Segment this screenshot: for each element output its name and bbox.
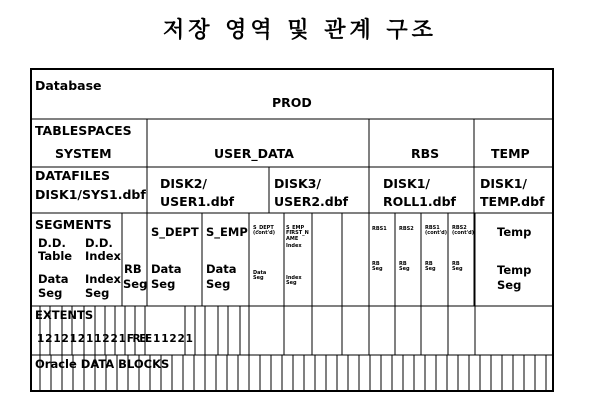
temp-label: Temp bbox=[497, 225, 532, 239]
datafile-temp-file: TEMP.dbf bbox=[480, 194, 545, 209]
data-seg-label-2: Seg bbox=[38, 286, 63, 300]
rbs2-label: RBS2 bbox=[399, 226, 414, 232]
temp-seg-label-2: Seg bbox=[497, 278, 522, 292]
extents-values: 1 2 1 2 1 2 1 1 2 2 1 FREE 1 1 2 2 1 bbox=[37, 333, 192, 345]
rbs-seg-label-4: RB Seg bbox=[452, 261, 463, 273]
tablespaces-label: TABLESPACES bbox=[35, 123, 132, 138]
segments-label: SEGMENTS bbox=[35, 217, 112, 232]
s-dept-label: S_DEPT bbox=[151, 225, 199, 239]
tablespace-temp: TEMP bbox=[491, 146, 530, 161]
temp-seg-label-1: Temp bbox=[497, 263, 532, 277]
s-emp-label: S_EMP bbox=[206, 225, 248, 239]
database-name: PROD bbox=[272, 95, 312, 110]
rbs-seg-label-1: RB Seg bbox=[372, 261, 383, 273]
datafile-user2-disk: DISK3/ bbox=[274, 176, 321, 191]
blocks-label: Oracle DATA BLOCKS bbox=[35, 357, 170, 371]
s-dept-small-label: S_DEPT (cont'd) bbox=[253, 225, 276, 237]
dd-index-label-1: D.D. bbox=[85, 236, 113, 250]
extents-label: EXTENTS bbox=[35, 308, 94, 322]
rbs1-contd-label: RBS1 (cont'd) bbox=[425, 225, 448, 237]
tablespace-user-data: USER_DATA bbox=[214, 146, 294, 161]
datafile-system: DISK1/SYS1.dbf bbox=[35, 187, 146, 202]
diagram-title: 저장 영역 및 관계 구조 bbox=[163, 18, 437, 43]
small-data-seg-label: Data Seg bbox=[253, 270, 267, 282]
rb-seg-label-1: RB bbox=[124, 262, 142, 276]
rbs2-contd-label: RBS2 (cont'd) bbox=[452, 225, 475, 237]
s-emp-small-label: S_EMP FIRST_N AME Index bbox=[286, 225, 309, 249]
small-index-seg-label: Index Seg bbox=[286, 275, 302, 287]
tablespace-rbs: RBS bbox=[411, 146, 440, 161]
dept-data-label-1: Data bbox=[151, 262, 182, 276]
tablespace-system: SYSTEM bbox=[55, 146, 112, 161]
dd-index-label-2: Index bbox=[85, 249, 121, 263]
emp-data-label-2: Seg bbox=[206, 277, 231, 291]
datafile-rbs-file: ROLL1.dbf bbox=[383, 194, 456, 209]
dept-data-label-2: Seg bbox=[151, 277, 176, 291]
datafile-rbs-disk: DISK1/ bbox=[383, 176, 430, 191]
rbs1-label: RBS1 bbox=[372, 226, 387, 232]
dd-table-label-1: D.D. bbox=[38, 236, 66, 250]
rb-seg-label-2: Seg bbox=[123, 277, 148, 291]
dd-table-label-2: Table bbox=[38, 249, 73, 263]
datafile-temp-disk: DISK1/ bbox=[480, 176, 527, 191]
emp-data-label-1: Data bbox=[206, 262, 237, 276]
rbs-seg-label-3: RB Seg bbox=[425, 261, 436, 273]
rbs-seg-label-2: RB Seg bbox=[399, 261, 410, 273]
datafile-user1-disk: DISK2/ bbox=[160, 176, 207, 191]
datafile-user1-file: USER1.dbf bbox=[160, 194, 235, 209]
datafile-user2-file: USER2.dbf bbox=[274, 194, 349, 209]
datafiles-label: DATAFILES bbox=[35, 168, 111, 183]
index-seg-label-2: Seg bbox=[85, 286, 110, 300]
index-seg-label-1: Index bbox=[85, 272, 121, 286]
database-label: Database bbox=[35, 78, 102, 93]
data-seg-label-1: Data bbox=[38, 272, 69, 286]
